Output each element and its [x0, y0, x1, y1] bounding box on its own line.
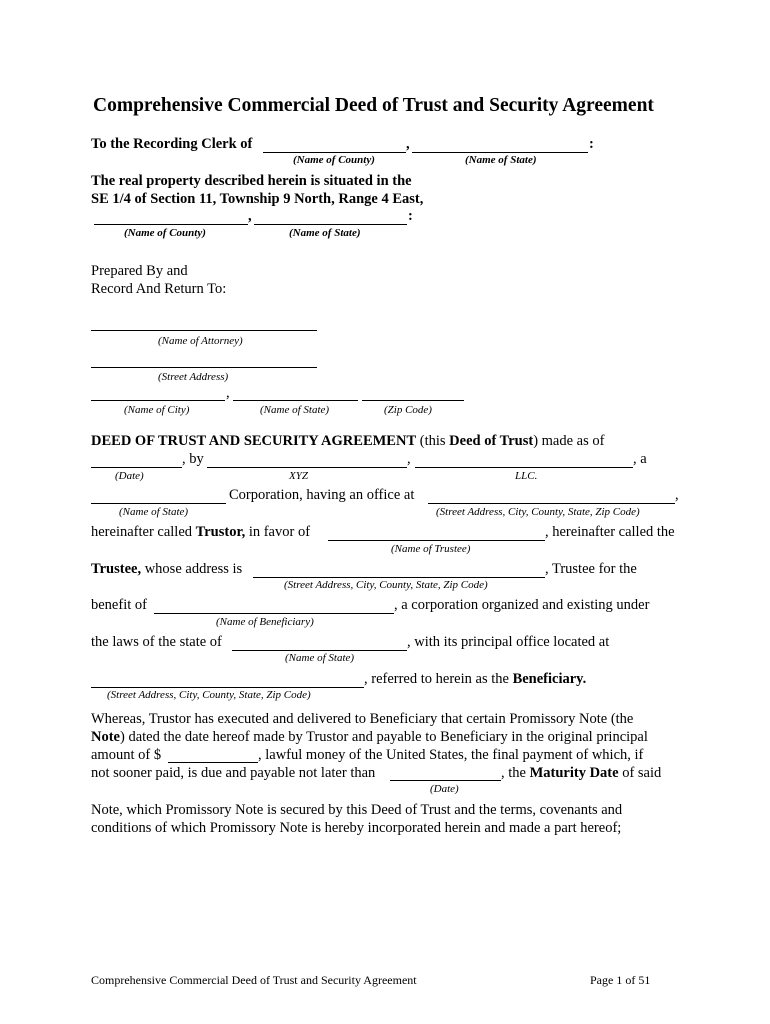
date-blank[interactable] [91, 467, 182, 468]
amount-label: amount of $ [91, 747, 162, 763]
corp-organized: , a corporation organized and existing under [394, 597, 650, 613]
prepared-line-1: Prepared By and [91, 263, 188, 279]
the-text: , the [501, 765, 526, 781]
caption-beneficiary: (Name of Beneficiary) [216, 616, 314, 628]
caption-state: (Name of State) [289, 227, 361, 239]
trustee-term: Trustee, [91, 561, 142, 577]
property-colon: : [408, 208, 413, 224]
whereas-line-5: Note, which Promissory Note is secured by this Deed of Trust and the terms, covenants and [91, 802, 623, 818]
beneficiary-state-blank[interactable] [232, 650, 407, 651]
comma-text: , [407, 451, 411, 467]
caption-street: (Street Address) [158, 371, 229, 383]
footer-title: Comprehensive Commercial Deed of Trust and Security Agreement [91, 973, 417, 987]
end-comma: , [675, 487, 679, 503]
deed-made-as-of: ) made as of [533, 433, 605, 449]
trustee-for-the: , Trustee for the [545, 561, 637, 577]
trustee-name-blank[interactable] [328, 540, 545, 541]
amount-blank[interactable] [168, 762, 258, 763]
caption-county: (Name of County) [124, 227, 206, 239]
caption-zip: (Zip Code) [384, 404, 432, 416]
caption-city: (Name of City) [124, 404, 190, 416]
of-said: of said [622, 765, 662, 781]
deed-paren: (this [419, 433, 446, 449]
trustee-address-blank[interactable] [253, 577, 545, 578]
in-favor-of: in favor of [248, 524, 311, 540]
caption-state: (Name of State) [260, 404, 330, 416]
caption-county: (Name of County) [293, 154, 375, 166]
caption-xyz: XYZ [289, 470, 308, 482]
caption-trustee: (Name of Trustee) [391, 543, 471, 555]
property-state-blank[interactable] [254, 224, 407, 225]
page-title: Comprehensive Commercial Deed of Trust and Security Agreement [93, 95, 654, 116]
caption-state: (Name of State) [119, 506, 189, 518]
caption-date: (Date) [430, 783, 459, 795]
principal-office-blank[interactable] [91, 687, 364, 688]
office-address-blank[interactable] [428, 503, 675, 504]
page-number: Page 1 of 51 [590, 973, 651, 987]
deed-intro-line [91, 433, 604, 450]
referred-text: , referred to herein as the [364, 671, 509, 687]
benefit-of: benefit of [91, 597, 147, 613]
caption-llc: LLC. [515, 470, 538, 482]
whereas-line-3-rest: , lawful money of the United States, the final payment of which, if [258, 747, 644, 763]
whereas-line-1: Whereas, Trustor has executed and delivered to Beneficiary that certain Promissory Note (the [91, 711, 634, 727]
attorney-blank[interactable] [91, 330, 317, 331]
referred-line [364, 671, 586, 688]
caption-state: (Name of State) [465, 154, 537, 166]
caption-state: (Name of State) [285, 652, 355, 664]
maturity-date-term: Maturity Date [529, 765, 619, 781]
whereas-line-2 [91, 729, 648, 746]
caption-address: (Street Address, City, County, State, Zip Code) [107, 689, 311, 701]
note-term: Note [91, 729, 120, 745]
maturity-date-blank[interactable] [390, 780, 501, 781]
state-blank[interactable] [233, 400, 358, 401]
state-of-corp-blank[interactable] [91, 503, 226, 504]
laws-of-state: the laws of the state of [91, 634, 222, 650]
trustee-address-line [91, 561, 242, 578]
caption-address: (Street Address, City, County, State, Zip Code) [436, 506, 640, 518]
property-comma: , [248, 208, 252, 224]
recording-state-blank[interactable] [412, 152, 588, 153]
hereinafter-called-the: , hereinafter called the [545, 524, 675, 540]
property-line-2: SE 1/4 of Section 11, Township 9 North, Range 4 East, [91, 191, 424, 207]
caption-address: (Street Address, City, County, State, Zip Code) [284, 579, 488, 591]
whereas-line-6: conditions of which Promissory Note is hereby incorporated herein and made a part hereof; [91, 820, 622, 836]
property-line-1: The real property described herein is situated in the [91, 173, 412, 189]
beneficiary-name-blank[interactable] [154, 613, 394, 614]
whose-address-is: whose address is [144, 561, 243, 577]
zip-blank[interactable] [362, 400, 464, 401]
property-county-blank[interactable] [94, 224, 248, 225]
beneficiary-term: Beneficiary. [512, 671, 587, 687]
recording-comma: , [406, 136, 410, 152]
recording-clerk-label: To the Recording Clerk of [91, 136, 253, 152]
prepared-line-2: Record And Return To: [91, 281, 227, 297]
llc-blank[interactable] [415, 467, 633, 468]
xyz-blank[interactable] [207, 467, 407, 468]
recording-county-blank[interactable] [263, 152, 406, 153]
trustor-term: Trustor, [195, 524, 246, 540]
caption-date: (Date) [115, 470, 144, 482]
hereinafter-called: hereinafter called [91, 524, 193, 540]
caption-attorney: (Name of Attorney) [158, 335, 243, 347]
city-comma: , [226, 385, 230, 401]
principal-office: , with its principal office located at [407, 634, 610, 650]
street-blank[interactable] [91, 367, 317, 368]
a-text: , a [633, 451, 647, 467]
by-text: , by [182, 451, 204, 467]
whereas-line-4: not sooner paid, is due and payable not later than [91, 765, 376, 781]
city-blank[interactable] [91, 400, 225, 401]
maturity-line [501, 765, 661, 782]
whereas-line-2-rest: ) dated the date hereof made by Trustor and payable to Beneficiary in the original principal [120, 729, 648, 745]
deed-heading: DEED OF TRUST AND SECURITY AGREEMENT [91, 433, 417, 449]
hereinafter-trustor-line [91, 524, 310, 541]
corp-having-office: Corporation, having an office at [229, 487, 415, 503]
deed-of-trust-term: Deed of Trust [449, 433, 534, 449]
recording-colon: : [589, 136, 594, 152]
